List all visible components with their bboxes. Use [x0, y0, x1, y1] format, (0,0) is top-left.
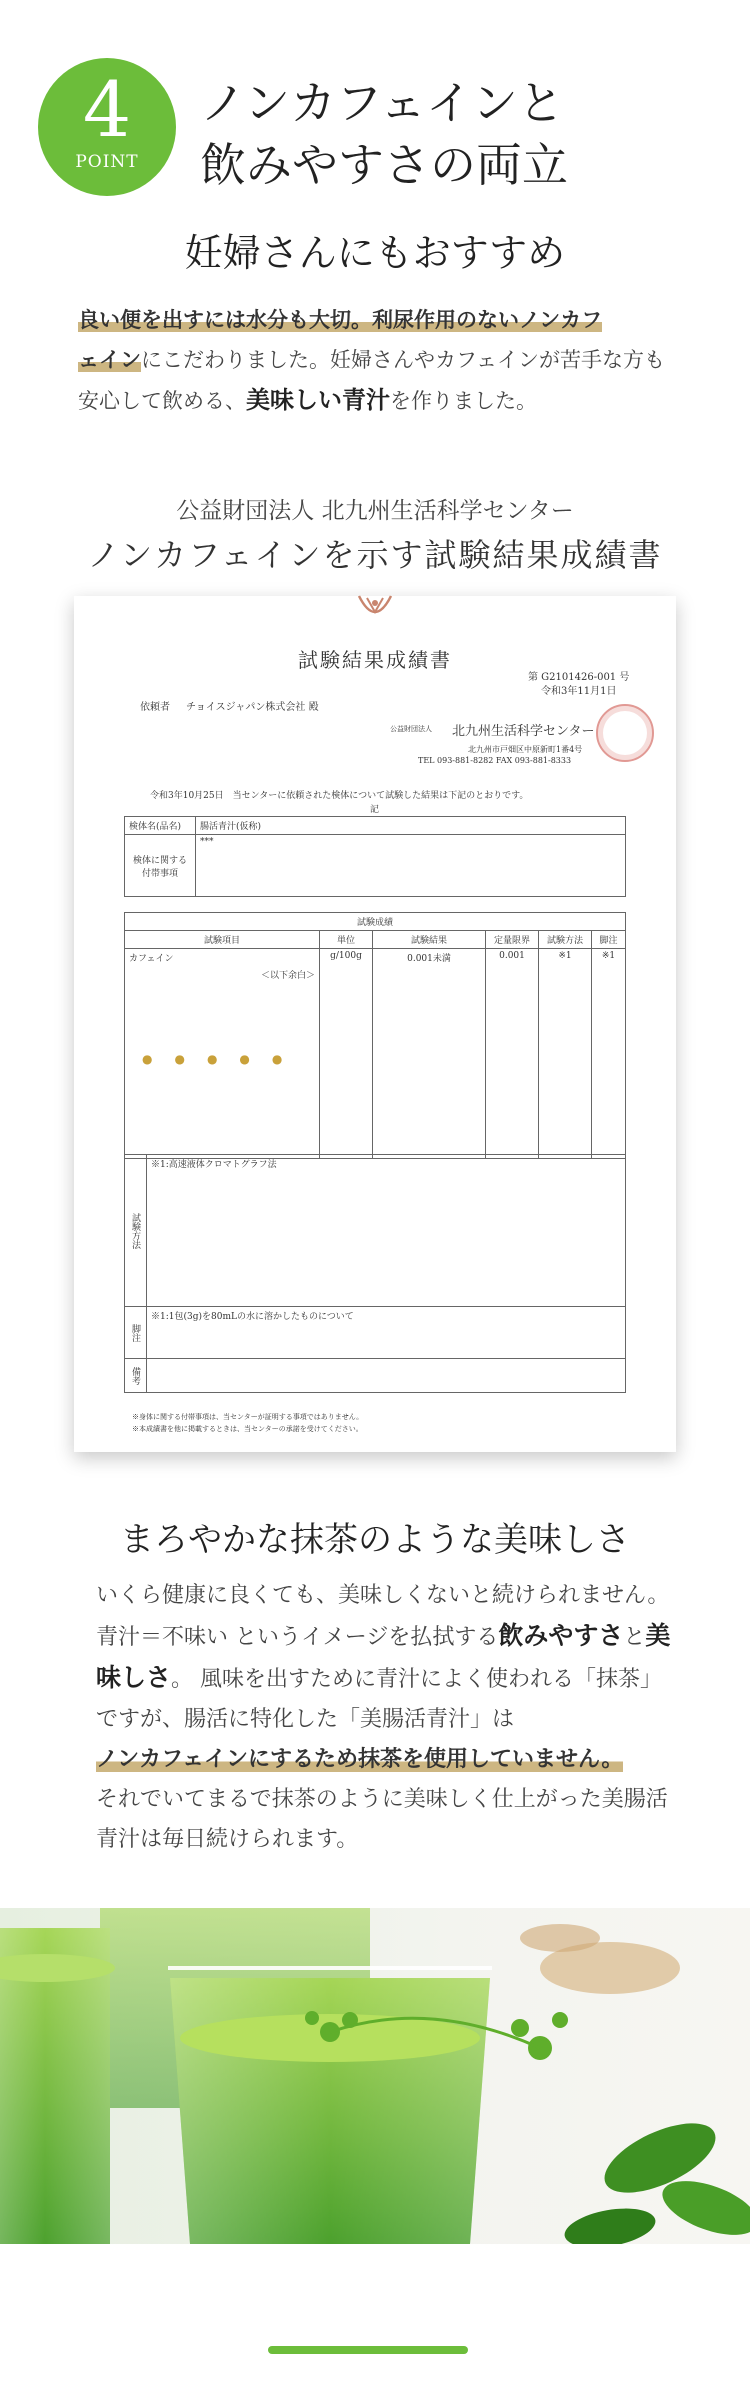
col-item: 試験項目 — [125, 931, 320, 949]
taste-title: まろやかな抹茶のような美味しさ — [120, 1520, 630, 1560]
doc-number: 第 G2101426-001 号 — [528, 672, 630, 683]
taste-text-3: 。 風味を出すために青汁によく使われる「抹茶」ですが、腸活に特化した「美腸活青汁」は — [96, 1667, 663, 1732]
remarks-label: 備考 — [125, 1359, 147, 1393]
doc-date: 令和3年11月1日 — [541, 686, 617, 697]
col-unit: 単位 — [320, 931, 373, 949]
method-label: 試験方法 — [125, 1155, 147, 1307]
certificate-organization: 公益財団法人 北九州生活科学センター — [176, 498, 574, 524]
green-juice-illustration — [0, 1908, 750, 2244]
issuer-type: 公益財団法人 — [390, 725, 432, 733]
footnote-value: ※1:1包(3g)を80mLの水に溶かしたものについて — [147, 1307, 626, 1359]
fine-print-1: ※身体に関する付帯事項は、当センターが証明する事項ではありません。 — [132, 1413, 364, 1421]
blank-below: ＜以下余白＞ — [260, 971, 315, 981]
taste-strong-2: 美味しさ — [96, 1621, 671, 1692]
intro-strong: 美味しい青汁 — [246, 386, 390, 414]
result-value: 0.001未満 — [373, 949, 486, 1159]
result-method: ※1 — [539, 949, 592, 1159]
headline-line-2: 飲みやすさの両立 — [200, 138, 568, 192]
col-method: 試験方法 — [539, 931, 592, 949]
results-header: 試験成績 — [125, 913, 626, 931]
highlight-text-1: 良い便を出すには水分も大切。利尿作用のないノンカフ — [78, 308, 603, 332]
taste-highlight: ノンカフェインにするため抹茶を使用していません。 — [96, 1747, 624, 1772]
col-note: 脚注 — [592, 931, 626, 949]
doc-ki: 記 — [370, 805, 380, 815]
result-limit: 0.001 — [486, 949, 539, 1159]
intro-paragraph — [78, 300, 678, 421]
intro-text-1: にこだわりました。妊婦さんやカフェインが苦手な方も安心して飲める、 — [78, 348, 665, 413]
taste-text-4: それでいてまるで抹茶のように美味しく仕上がった美腸活青汁は毎日続けられます。 — [96, 1787, 668, 1852]
taste-paragraph — [96, 1576, 676, 1860]
taste-text-1: いくら健康に良くても、美味しくないと続けられません。青汁＝不味い というイメージを払拭する — [96, 1583, 670, 1650]
footnote-label: 脚注 — [125, 1307, 147, 1359]
subheading: 妊婦さんにもおすすめ — [184, 231, 566, 275]
doc-intro: 令和3年10月25日 当センターに依頼された検体について試験した結果は下記のとおりです。 — [150, 791, 529, 801]
green-juice-photo — [0, 1908, 750, 2244]
certificate-caption-title: ノンカフェインを示す試験結果成績書 — [87, 536, 663, 574]
seal-stamp-icon — [596, 704, 654, 762]
emblem-icon — [355, 594, 395, 624]
remarks-value — [147, 1359, 626, 1393]
certificate-document — [74, 596, 676, 1452]
point-badge — [38, 58, 176, 196]
decorative-dots: ●●●●● — [142, 1052, 305, 1066]
result-unit: g/100g — [320, 949, 373, 1159]
intro-text-2: を作りました。 — [390, 389, 537, 413]
taste-strong-1: 飲みやすさ — [498, 1621, 624, 1650]
result-item-name: カフェイン — [129, 954, 174, 964]
sample-name-value: 腸活青汁(仮称) — [196, 817, 626, 835]
issuer-tel: TEL 093-881-8282 FAX 093-881-8333 — [418, 756, 572, 765]
sample-name-label: 検体名(品名) — [125, 817, 196, 835]
method-table — [124, 1154, 626, 1393]
highlight-text-2: ェイン — [78, 348, 141, 372]
issuer-name: 北九州生活科学センター — [452, 724, 595, 739]
client-name: チョイスジャパン株式会社 殿 — [186, 702, 319, 713]
method-value: ※1:高速液体クロマトグラフ法 — [147, 1155, 626, 1307]
taste-text-2: と — [623, 1625, 646, 1650]
sample-table — [124, 816, 626, 897]
col-result: 試験結果 — [373, 931, 486, 949]
col-limit: 定量限界 — [486, 931, 539, 949]
point-number: 4 — [82, 65, 132, 154]
issuer-address: 北九州市戸畑区中原新町1番4号 — [468, 745, 583, 754]
doc-title: 試験結果成績書 — [298, 648, 452, 672]
scroll-indicator[interactable] — [268, 2346, 468, 2354]
headline-line-1: ノンカフェインと — [200, 76, 564, 130]
point-headline — [200, 72, 720, 196]
sample-notes-value: *** — [196, 835, 626, 897]
results-table — [124, 912, 626, 1159]
point-label: POINT — [75, 152, 139, 172]
sample-notes-label: 検体に関する付帯事項 — [125, 835, 196, 897]
client-label: 依頼者 — [140, 702, 170, 713]
result-note: ※1 — [592, 949, 626, 1159]
fine-print-2: ※本成績書を他に掲載するときは、当センターの承諾を受けてください。 — [132, 1425, 363, 1433]
